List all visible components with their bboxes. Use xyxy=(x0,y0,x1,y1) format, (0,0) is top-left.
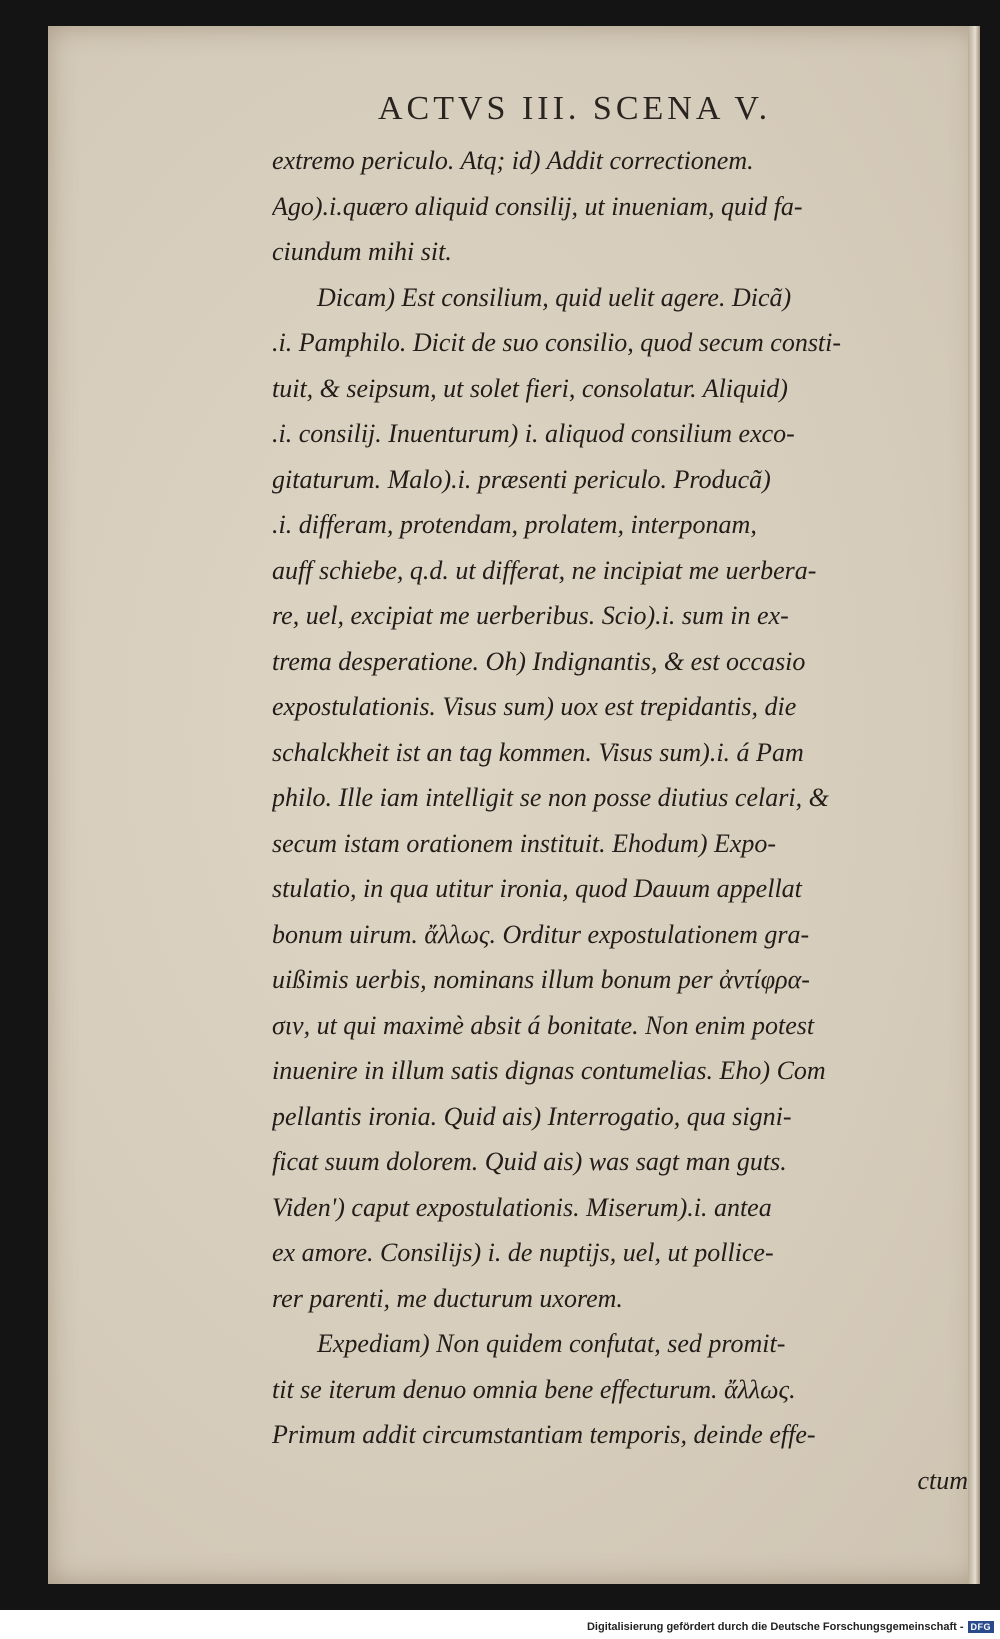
text-line: Viden') caput expostulationis. Miserum).i. antea xyxy=(272,1192,772,1222)
text-line: bonum uirum. ἄλλως. Orditur expostulationem gra- xyxy=(272,919,810,949)
page-edge xyxy=(968,26,980,1584)
text-line: .i. consilij. Inuenturum) i. aliquod consilium exco- xyxy=(272,419,795,448)
text-line: Expediam) Non quidem confutat, sed promit- xyxy=(317,1329,786,1358)
text-line: philo. Ille iam intelligit se non posse diutius celari, & xyxy=(272,783,829,812)
text-line: inuenire in illum satis dignas contumelias. Eho) Com xyxy=(272,1056,826,1085)
text-line: .i. Pamphilo. Dicit de suo consilio, quod secum consti- xyxy=(272,328,842,357)
text-line: Ago).i.quæro aliquid consilij, ut inueniam, quid fa- xyxy=(272,191,803,221)
body-text xyxy=(272,138,968,1503)
text-line: stulatio, in qua utitur ironia, quod Dauum appellat xyxy=(272,874,802,903)
text-line: auff schiebe, q.d. ut differat, ne incipiat me uerbera- xyxy=(272,555,817,585)
running-head: ACTVS III. SCENA V. xyxy=(378,90,772,127)
text-line: uißimis uerbis, nominans illum bonum per ἀντίφρα- xyxy=(272,965,810,994)
dfg-logo: DFG xyxy=(968,1621,995,1633)
text-line: ex amore. Consilijs) i. de nuptijs, uel, ut pollice- xyxy=(272,1238,774,1267)
text-line: pellantis ironia. Quid ais) Interrogatio, qua signi- xyxy=(272,1101,792,1131)
digitization-credit xyxy=(587,1621,994,1633)
text-line: rer parenti, me ducturum uxorem. xyxy=(272,1283,623,1313)
text-line: tuit, & seipsum, ut solet fieri, consolatur. Aliquid) xyxy=(272,373,788,403)
text-line: re, uel, excipiat me uerberibus. Scio).i. sum in ex- xyxy=(272,601,789,630)
text-line: Dicam) Est consilium, quid uelit agere. Dicã) xyxy=(317,282,792,312)
text-line: expostulationis. Visus sum) uox est trepidantis, die xyxy=(272,692,797,721)
text-line: Primum addit circumstantiam temporis, deinde effe- xyxy=(272,1420,816,1449)
text-line: ficat suum dolorem. Quid ais) was sagt man guts. xyxy=(272,1147,787,1176)
text-line: ctum xyxy=(917,1465,968,1495)
text-line: σιν, ut qui maximè absit á bonitate. Non enim potest xyxy=(272,1010,815,1040)
text-line: extremo periculo. Atq; id) Addit correctionem. xyxy=(272,146,754,175)
text-line: ciundum mihi sit. xyxy=(272,237,452,266)
text-line: schalckheit ist an tag kommen. Visus sum).i. á Pam xyxy=(272,737,804,767)
text-line: trema desperatione. Oh) Indignantis, & est occasio xyxy=(272,646,806,676)
book-page xyxy=(48,26,980,1584)
credit-text: Digitalisierung gefördert durch die Deutsche Forschungsgemeinschaft - xyxy=(586,1621,964,1633)
text-line: secum istam orationem instituit. Ehodum) Expo- xyxy=(272,828,777,858)
text-line: gitaturum. Malo).i. præsenti periculo. Producã) xyxy=(272,464,771,494)
text-line: tit se iterum denuo omnia bene effecturum. ἄλλως. xyxy=(272,1374,796,1404)
text-line: .i. differam, protendam, prolatem, interponam, xyxy=(272,510,757,539)
